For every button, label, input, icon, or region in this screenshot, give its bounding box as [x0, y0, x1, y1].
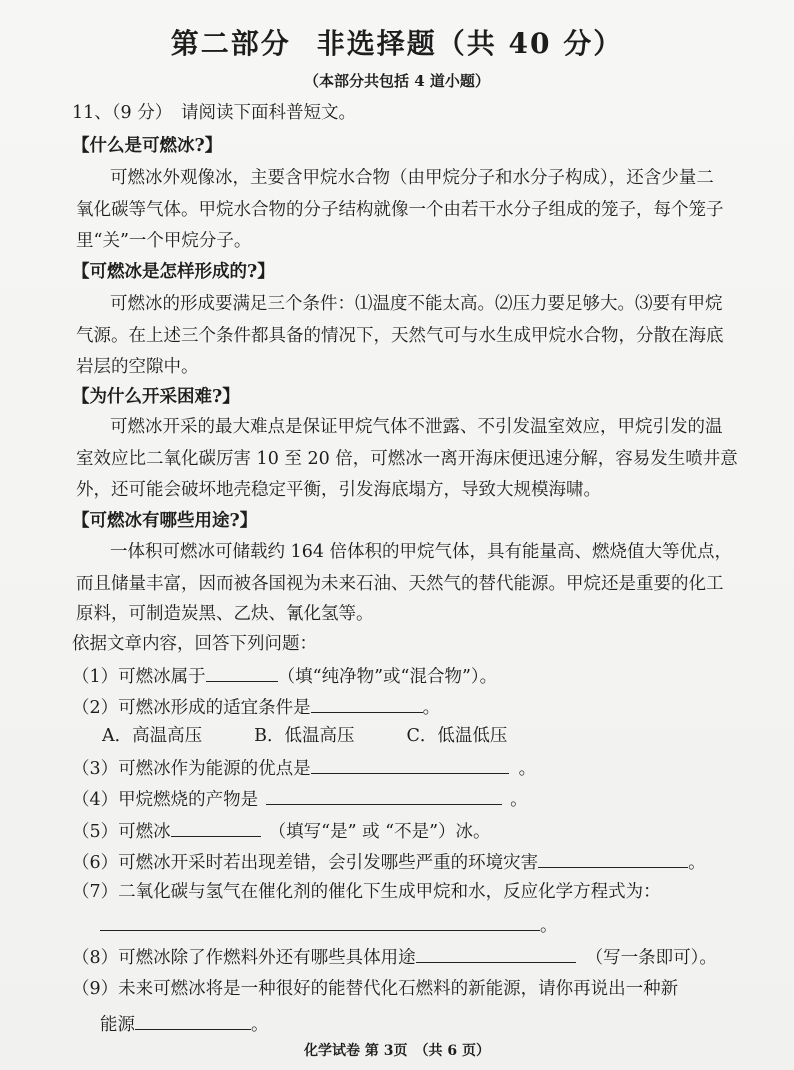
answer-blank-6[interactable]	[538, 849, 688, 868]
question-8-hint: （写一条即可）。	[585, 948, 717, 968]
answer-blank-1[interactable]	[206, 663, 278, 682]
question-1-hint: （填“纯净物”或“混合物”）。	[277, 667, 498, 687]
paragraph-line: 室效应比二氧化碳厉害 10 至 20 倍，可燃冰一离开海床便迅速分解，容易发生喷井意	[76, 449, 738, 469]
paragraph-line: 一体积可燃冰可储载约 164 倍体积的甲烷气体，具有能量高、燃烧值大等优点，	[110, 542, 733, 562]
question-9-answer	[100, 1011, 269, 1037]
paragraph-line: 里“关”一个甲烷分子。	[76, 231, 252, 251]
paragraph-line: 外，还可能会破坏地壳稳定平衡，引发海底塌方，导致大规模海啸。	[76, 480, 601, 500]
question-3-text: （3）可燃冰作为能源的优点是	[72, 759, 311, 779]
question-1	[72, 663, 497, 689]
question-5-text: （5）可燃冰	[72, 822, 171, 842]
paragraph-line: 岩层的空隙中。	[76, 357, 199, 377]
answer-blank-7[interactable]	[100, 912, 540, 931]
question-9-end: 。	[251, 1015, 269, 1035]
question-7-answer	[100, 912, 558, 938]
paragraph-line: 可燃冰外观像冰，主要含甲烷水合物（由甲烷分子和水分子构成），还含少量二	[110, 168, 714, 188]
page-title	[0, 22, 794, 62]
question-intro: 11、（9 分） 请阅读下面科普短文。	[72, 103, 356, 123]
paragraph-line: 气源。在上述三个条件都具备的情况下，天然气可与水生成甲烷水合物，分散在海底	[76, 326, 724, 346]
question-2-options	[102, 724, 507, 748]
question-4	[72, 786, 528, 812]
question-prompt: 依据文章内容，回答下列问题：	[72, 634, 317, 654]
section-heading: 【什么是可燃冰?】	[72, 136, 223, 156]
paragraph-line: 而且储量丰富，因而被各国视为未来石油、天然气的替代能源。甲烷还是重要的化工	[76, 574, 724, 594]
question-7-end: 。	[540, 916, 558, 936]
paragraph-line: 氧化碳等气体。甲烷水合物的分子结构就像一个由若干水分子组成的笼子，每个笼子	[76, 200, 724, 220]
question-6	[72, 849, 706, 875]
question-6-end: 。	[688, 853, 706, 873]
question-7: （7）二氧化碳与氢气在催化剂的催化下生成甲烷和水，反应化学方程式为：	[72, 882, 661, 902]
question-6-text: （6）可燃冰开采时若出现差错，会引发哪些严重的环境灾害	[72, 853, 539, 873]
question-2-text: （2）可燃冰形成的适宜条件是	[72, 698, 311, 718]
page-footer: 化学试卷 第 3页 （共 6 页）	[304, 1043, 490, 1059]
section-heading: 【为什么开采困难?】	[72, 387, 240, 407]
question-2	[72, 694, 440, 720]
paragraph-line: 可燃冰开采的最大难点是保证甲烷气体不泄露、不引发温室效应，甲烷引发的温	[110, 417, 723, 437]
question-9: （9）未来可燃冰将是一种很好的能替代化石燃料的新能源，请你再说出一种新	[72, 979, 679, 999]
question-8-text: （8）可燃冰除了作燃料外还有哪些具体用途	[72, 948, 416, 968]
paragraph-line: 原料，可制造炭黑、乙炔、氰化氢等。	[76, 604, 374, 624]
section-heading: 【可燃冰有哪些用途?】	[72, 511, 258, 531]
title-part: 第二部分	[170, 27, 291, 60]
answer-blank-3[interactable]	[311, 755, 509, 774]
title-main: 非选择题（共 40 分）	[316, 27, 624, 60]
question-4-end: 。	[510, 790, 528, 810]
option-b[interactable]: B．低温高压	[254, 726, 355, 746]
option-c[interactable]: C．低温低压	[406, 726, 508, 746]
question-3	[72, 755, 536, 781]
answer-blank-4[interactable]	[266, 786, 502, 805]
question-5-hint: （填写“是” 或 “不是”）冰。	[268, 822, 491, 842]
paragraph-line: 可燃冰的形成要满足三个条件：⑴温度不能太高。⑵压力要足够大。⑶要有甲烷	[110, 294, 723, 314]
question-9-label: 能源	[100, 1015, 135, 1035]
question-1-text: （1）可燃冰属于	[72, 667, 206, 687]
answer-blank-9[interactable]	[135, 1011, 251, 1030]
answer-blank-8[interactable]	[416, 944, 576, 963]
question-8	[72, 944, 717, 970]
answer-blank-5[interactable]	[171, 818, 261, 837]
page-subtitle: （本部分共包括 4 道小题）	[304, 72, 490, 90]
question-3-end: 。	[518, 759, 537, 779]
option-a[interactable]: A．高温高压	[102, 726, 203, 746]
section-heading: 【可燃冰是怎样形成的?】	[72, 262, 275, 282]
question-5	[72, 818, 491, 844]
answer-blank-2[interactable]	[311, 694, 423, 713]
question-2-end: 。	[422, 698, 441, 718]
question-4-text: （4）甲烷燃烧的产物是	[72, 790, 259, 810]
